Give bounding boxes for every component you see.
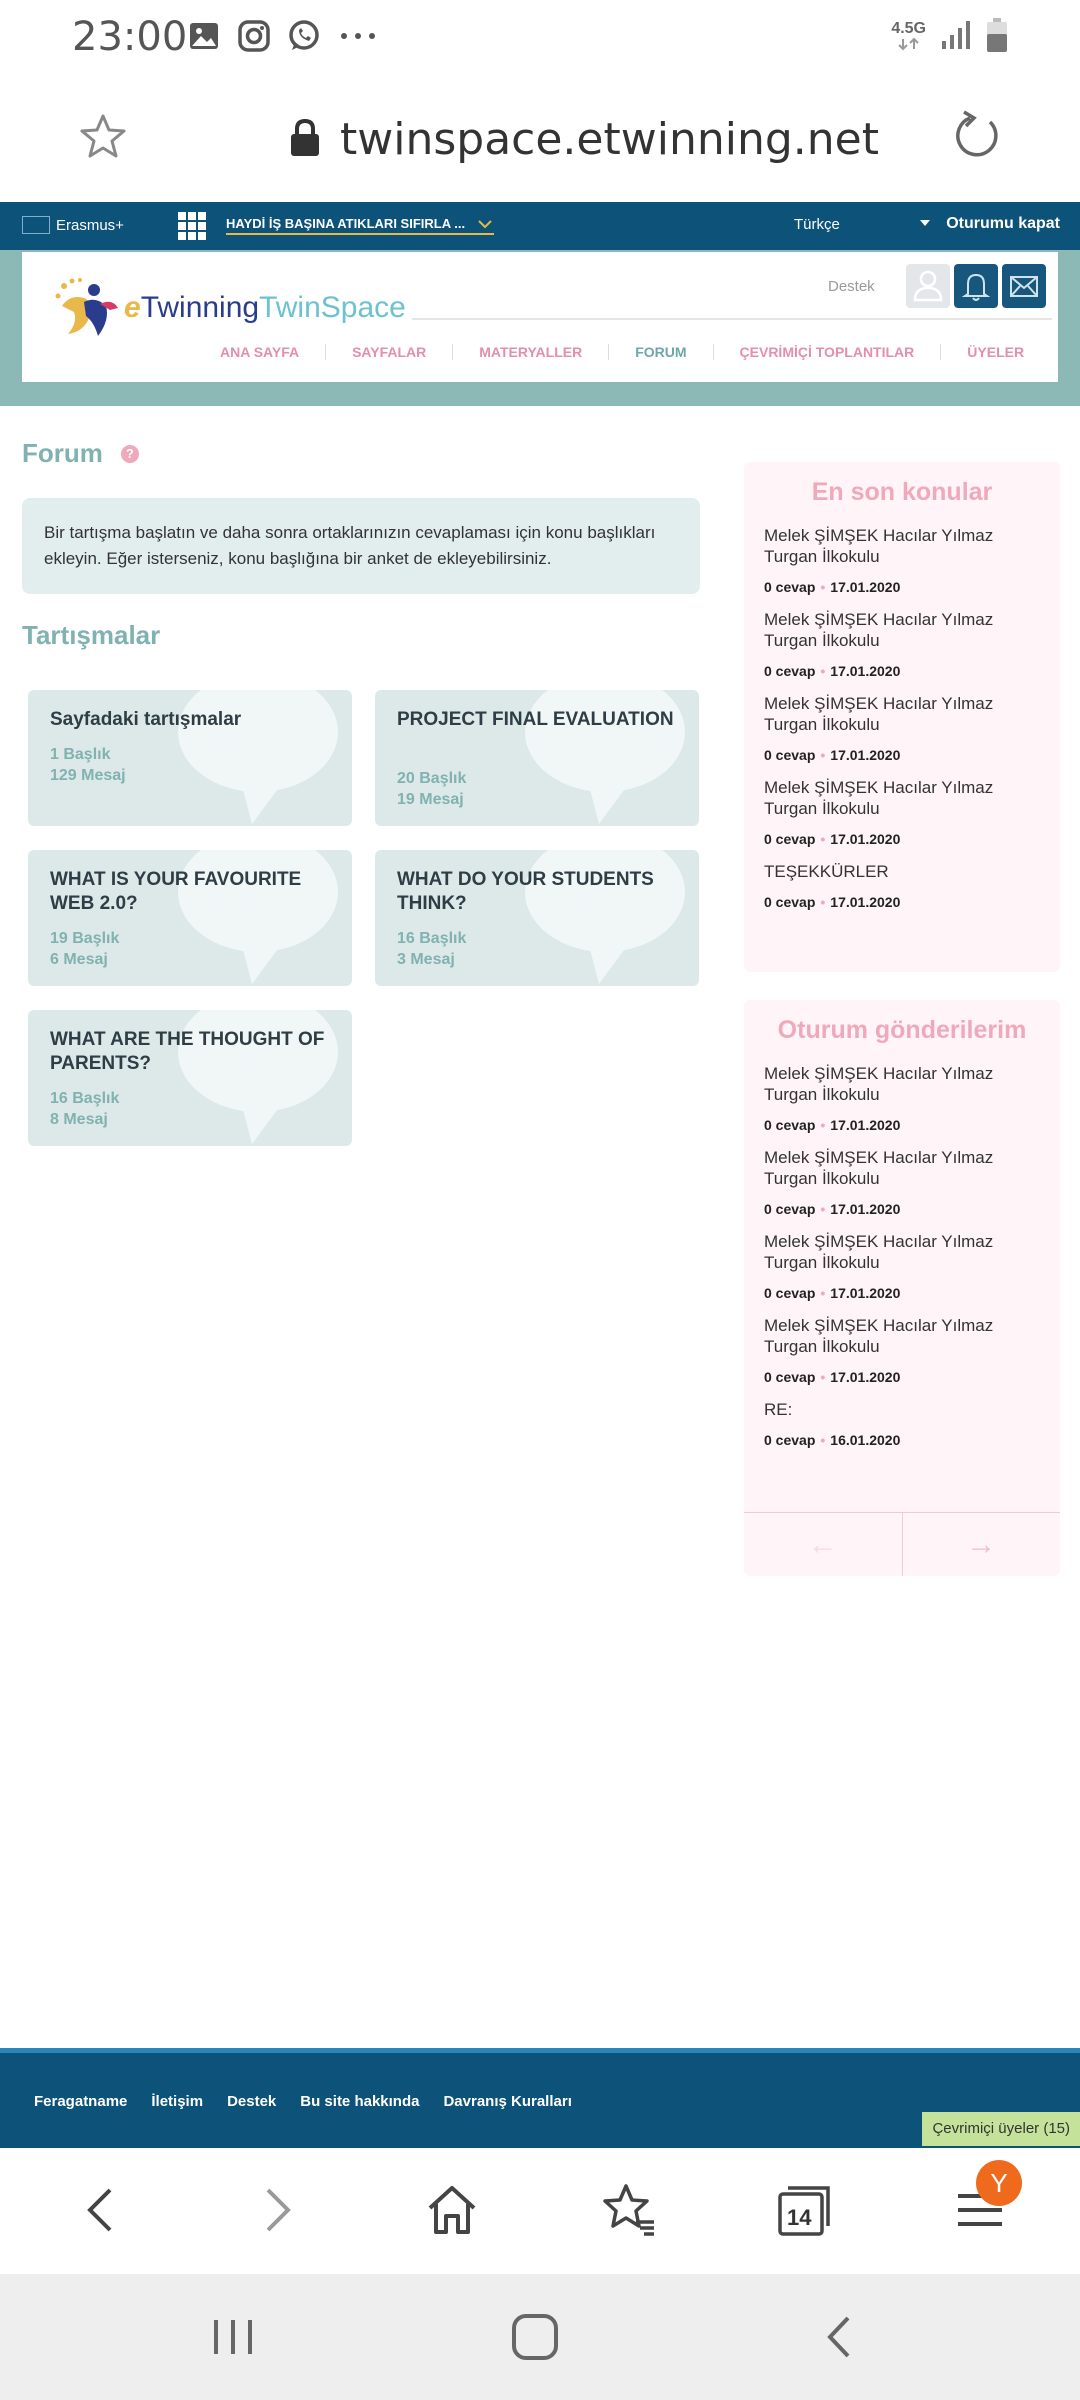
discussion-messages: 129 Mesaj [50,767,126,784]
forum-info: Bir tartışma başlatın ve daha sonra ortaklarınızın cevaplaması için konu başlıkları ekleyin. Eğer isterseniz, konu başlığına bir anket de ekleyebilirsiniz. [22,498,700,594]
speech-bubble-icon [525,690,685,792]
discussions-heading: Tartışmalar [22,620,161,650]
home-icon[interactable] [420,2178,484,2242]
erasmus-logo[interactable]: Erasmus+ [22,216,124,234]
footer-link-about[interactable]: Bu site hakkında [300,2093,420,2110]
pager [744,1512,1060,1576]
footer-links [34,2093,572,2110]
header-divider [412,318,1052,320]
back-icon[interactable] [70,2178,134,2242]
forward-icon[interactable] [244,2178,308,2242]
project-selector[interactable]: HAYDİ İŞ BAŞINA ATIKLARI SIFIRLA ... [226,216,494,235]
whatsapp-icon [286,18,322,54]
footer-link-code-of-conduct[interactable]: Davranış Kuralları [443,2093,572,2110]
support-link[interactable]: Destek [828,278,875,295]
discussion-title: WHAT IS YOUR FAVOURITE WEB 2.0? [50,869,302,914]
list-item[interactable]: TEŞEKKÜRLER 0 cevap • 17.01.2020 [764,862,901,910]
discussion-tile[interactable] [28,1010,352,1146]
list-item[interactable]: Melek ŞİMŞEK Hacılar Yılmaz Turgan İlkokulu 0 cevap • 17.01.2020 [764,1064,994,1133]
url-text[interactable]: twinspace.etwinning.net [340,114,879,165]
list-item[interactable]: Melek ŞİMŞEK Hacılar Yılmaz Turgan İlkokulu 0 cevap • 17.01.2020 [764,1316,994,1385]
online-users-button[interactable]: Çevrimiçi üyeler (15) [922,2112,1080,2146]
header-card [22,252,1058,382]
user-icon [906,264,950,308]
site-top-bar [0,202,1080,250]
discussion-messages: 8 Mesaj [50,1111,108,1128]
page-title: Forum ? [22,438,139,469]
android-nav-bar [0,2274,1080,2400]
discussion-title: Sayfadaki tartışmalar [50,709,242,730]
discussion-topics: 1 Başlık [50,746,111,763]
logout-link[interactable]: Oturumu kapat [946,215,1060,232]
nav-materials[interactable]: MATERYALLER [453,344,609,360]
latest-topics-panel [744,462,1060,972]
caret-down-icon [920,220,930,226]
session-posts-title: Oturum gönderilerim [777,1016,1027,1044]
list-item[interactable]: Melek ŞİMŞEK Hacılar Yılmaz Turgan İlkokulu 0 cevap • 17.01.2020 [764,694,994,763]
bookmark-star-icon[interactable] [78,112,128,167]
list-item[interactable]: Melek ŞİMŞEK Hacılar Yılmaz Turgan İlkokulu 0 cevap • 17.01.2020 [764,778,994,847]
system-status [891,18,1008,57]
chevron-down-icon [478,216,492,234]
prev-page-button[interactable]: ← [744,1513,903,1576]
recent-apps-icon[interactable] [208,2312,258,2367]
site-header [0,250,1080,406]
etwinning-figures-icon [50,276,122,340]
help-icon[interactable]: ? [121,445,139,463]
gallery-icon [186,18,222,54]
notifications-button[interactable] [954,264,998,308]
discussion-tile[interactable] [375,690,699,826]
discussion-topics: 19 Başlık [50,930,120,947]
list-item[interactable]: RE: 0 cevap • 16.01.2020 [764,1400,901,1448]
android-home-icon[interactable] [508,2310,562,2369]
eu-flag-icon [22,216,50,234]
discussion-title: WHAT DO YOUR STUDENTS THINK? [397,869,654,914]
list-item[interactable]: Melek ŞİMŞEK Hacılar Yılmaz Turgan İlkokulu 0 cevap • 17.01.2020 [764,526,994,595]
profile-button[interactable] [906,264,950,308]
apps-grid-icon[interactable] [178,212,206,240]
speech-bubble-icon [178,690,338,792]
nav-forum[interactable]: FORUM [609,344,713,360]
discussion-title: WHAT ARE THE THOUGHT OF PARENTS? [50,1029,325,1074]
discussion-topics: 20 Başlık [397,770,467,787]
discussion-title: PROJECT FINAL EVALUATION [397,709,674,730]
tab-count: 14 [787,2205,812,2230]
logo-wordmark: eTwinningTwinSpace [124,291,406,324]
list-item[interactable]: Melek ŞİMŞEK Hacılar Yılmaz Turgan İlkokulu 0 cevap • 17.01.2020 [764,1148,994,1217]
session-posts-panel [744,1000,1060,1576]
instagram-icon [236,18,272,54]
status-time: 23:00 [72,14,188,60]
discussion-tile[interactable] [28,690,352,826]
list-item[interactable]: Melek ŞİMŞEK Hacılar Yılmaz Turgan İlkokulu 0 cevap • 17.01.2020 [764,1232,994,1301]
discussion-messages: 3 Mesaj [397,951,455,968]
bookmarks-icon[interactable] [596,2178,660,2242]
more-dots-icon [336,18,380,54]
browser-url-bar [0,72,1080,202]
nav-home[interactable]: ANA SAYFA [220,344,326,360]
account-avatar[interactable]: Y [976,2160,1022,2206]
status-bar [0,0,1080,72]
list-item[interactable]: Melek ŞİMŞEK Hacılar Yılmaz Turgan İlkokulu 0 cevap • 17.01.2020 [764,610,994,679]
footer-link-contact[interactable]: İletişim [151,2093,204,2110]
etwinning-logo[interactable] [50,276,406,340]
bell-icon [954,264,998,308]
discussion-messages: 19 Mesaj [397,791,464,808]
footer-link-disclaimer[interactable]: Feragatname [34,2093,128,2110]
nav-pages[interactable]: SAYFALAR [326,344,453,360]
nav-members[interactable]: ÜYELER [967,344,1025,360]
nav-online-meetings[interactable]: ÇEVRİMİÇİ TOPLANTILAR [714,344,942,360]
main-nav [220,344,1024,360]
notification-icons [186,18,380,54]
lock-icon [288,118,322,163]
latest-topics-title: En son konular [811,478,993,506]
discussion-topics: 16 Başlık [397,930,467,947]
network-type: 4.5G [891,21,926,55]
mail-icon [1002,264,1046,308]
footer-link-support[interactable]: Destek [227,2093,277,2110]
battery-icon [986,18,1008,57]
discussion-topics: 16 Başlık [50,1090,120,1107]
signal-icon [940,19,972,56]
reload-icon[interactable] [950,110,1002,167]
discussion-tile[interactable] [375,850,699,986]
discussion-messages: 6 Mesaj [50,951,108,968]
browser-toolbar [0,2148,1080,2274]
messages-button[interactable] [1002,264,1046,308]
site-footer [0,2048,1080,2148]
language-select[interactable]: Türkçe [794,216,930,233]
next-page-button[interactable]: → [966,1527,997,1561]
discussion-tile[interactable] [28,850,352,986]
android-back-icon[interactable] [816,2312,866,2367]
